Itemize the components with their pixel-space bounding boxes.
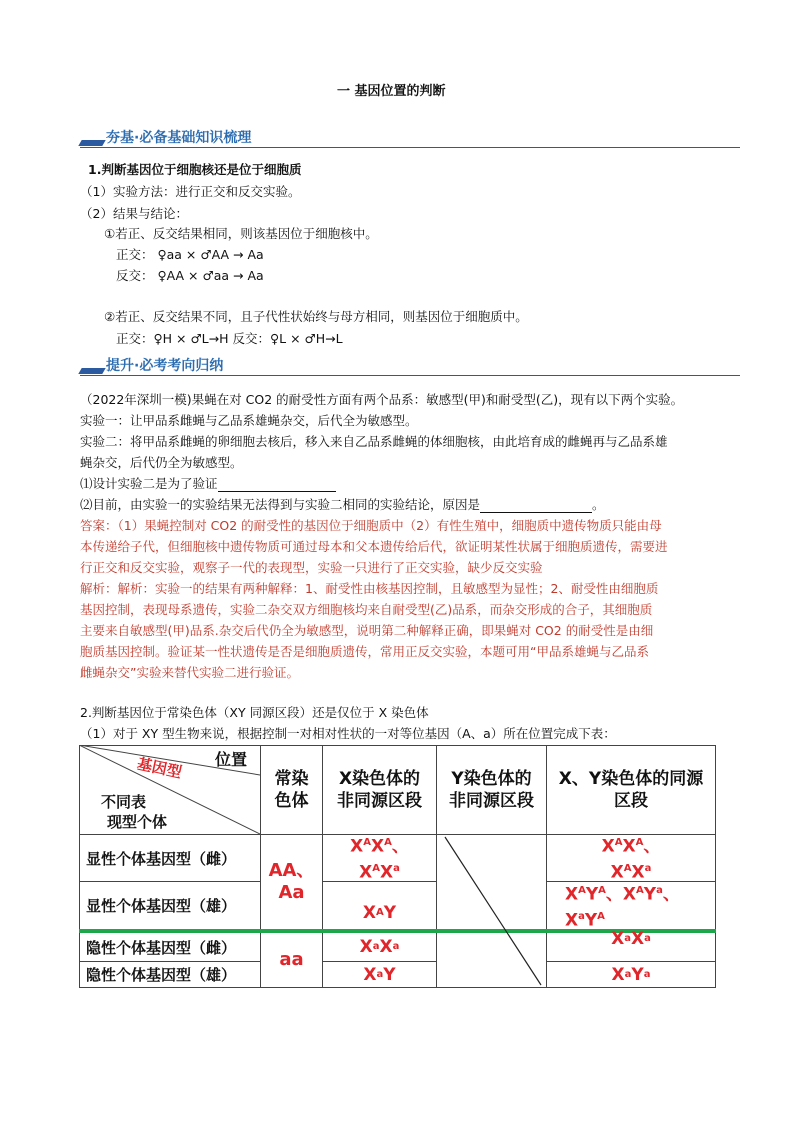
col-header-y-nonhomologous: Y染色体的 非同源区段 — [449, 769, 534, 811]
page-title: 一 基因位置的判断 — [337, 84, 446, 99]
explanation-line: 主要来自敏感型(甲)品系.杂交后代仍全为敏感型，说明第二种解释正确，即果蝇对 CO2 的耐受性是由细 — [80, 623, 654, 638]
s1-method: （1）实验方法：进行正交和反交实验。 — [80, 184, 301, 199]
section-header-foundation — [80, 126, 740, 148]
col-header-autosome: 常染 色体 — [274, 769, 309, 811]
col-header-xy-homologous: X、Y染色体的同源 区段 — [558, 769, 704, 811]
question-line: 蝇杂交，后代仍全为敏感型。 — [80, 455, 243, 470]
section-header-improve — [80, 354, 740, 376]
explanation-line: 胞质基因控制。验证某一性状遗传是否是细胞质遗传，常用正反交实验，本题可用“甲品系雄蝇与乙品系 — [80, 644, 649, 659]
row-label-dominant-male: 显性个体基因型（雄） — [86, 897, 237, 915]
question-line: 实验二：将甲品系雌蝇的卵细胞去核后，移入来自乙品系雌蝇的体细胞核，由此培育成的雌蝇再与乙品系雄 — [80, 434, 668, 449]
x-recessive-male-genotype: X a Y — [363, 964, 396, 985]
answer-blank[interactable] — [480, 512, 592, 513]
answer-line: 答案：（1）果蝇控制对 CO2 的耐受性的基因位于细胞质中（2）有性生殖中，细胞质中遗传物质只能由母 — [80, 518, 662, 533]
explanation-line: 基因控制，表现母系遗传，实验二杂交双方细胞核均来自耐受型(乙)品系，而杂交形成的合子，其细胞质 — [80, 602, 653, 617]
row-label-recessive-female: 隐性个体基因型（雌） — [86, 938, 237, 957]
section-title: 夯基·必备基础知识梳理 — [106, 130, 252, 146]
corner-genotype-label: 基因型 — [135, 754, 184, 782]
answer-line: 行正交和反交实验，观察子一代的表现型，实验一只进行了正交实验，缺少反交实验 — [80, 560, 543, 575]
x-recessive-female-genotype: X a X a — [359, 937, 400, 957]
question-line: （2022年深圳一模)果蝇在对 CO2 的耐受性方面有两个品系：敏感型(甲)和耐受型(乙)，现有以下两个实验。 — [80, 392, 684, 407]
row-label-recessive-male: 隐性个体基因型（雄） — [86, 966, 237, 984]
section-title: 提升·必考考向归纳 — [106, 358, 224, 374]
explanation-line: 解析：解析：实验一的结果有两种解释：1、耐受性由核基因控制，且敏感型为显性；2、耐受性由细胞质 — [80, 581, 659, 596]
s1-reverse-cross: 反交： ♀AA × ♂aa → Aa — [116, 268, 264, 283]
question-part2-end: 。 — [592, 497, 605, 512]
xy-dominant-male-genotype: $X^AY^A$、$X^AY^a$、 $X^aY^A$ — [565, 884, 680, 931]
s2-heading: 2.判断基因位于常染色体（XY 同源区段）还是仅位于 X 染色体 — [80, 705, 429, 720]
col-header-x-nonhomologous: X染色体的 非同源区段 — [337, 769, 422, 811]
s1-heading: 1.判断基因位于细胞核还是位于细胞质 — [88, 162, 302, 177]
answer-line: 本传递给子代，但细胞核中遗传物质可通过母本和父本遗传给后代，欲证明某性状属于细胞质遗传，需要进 — [80, 539, 668, 554]
xy-recessive-male-genotype: X a Y a — [611, 964, 651, 985]
question-part2 — [80, 495, 605, 513]
corner-phenotype-label: 现型个体 — [107, 813, 168, 831]
question-part1-text: ⑴设计实验二是为了验证 — [80, 476, 218, 491]
question-part1 — [80, 474, 336, 492]
x-dominant-female-genotype: $X^AX^A$、 $X^AX^a$ — [350, 837, 409, 883]
xy-dominant-female-genotype: $X^AX^A$、 $X^AX^a$ — [601, 837, 661, 883]
autosome-recessive-genotype: aa — [279, 949, 304, 970]
s1-result: （2）结果与结论： — [80, 206, 188, 221]
answer-blank[interactable] — [218, 491, 336, 492]
x-dominant-male-genotype: X A Y — [362, 902, 397, 923]
section-bar-icon — [78, 368, 105, 374]
section-underline — [80, 147, 740, 148]
corner-phenotype-label: 不同表 — [101, 793, 147, 811]
s1-case1: ①若正、反交结果相同，则该基因位于细胞核中。 — [104, 226, 378, 241]
autosome-dominant-genotype: AA、 Aa — [268, 860, 315, 903]
explanation-line: 雌蝇杂交”实验来替代实验二进行验证。 — [80, 665, 299, 680]
s1-cross2: 正交：♀H × ♂L→H 反交：♀L × ♂H→L — [116, 331, 343, 346]
section-bar-icon — [78, 140, 105, 146]
corner-position-label: 位置 — [215, 750, 248, 769]
question-part2-text: ⑵目前，由实验一的实验结果无法得到与实验二相同的实验结论，原因是 — [80, 497, 481, 512]
row-label-dominant-female: 显性个体基因型（雌） — [86, 849, 237, 868]
s1-forward-cross: 正交： ♀aa × ♂AA → Aa — [116, 247, 264, 262]
not-applicable-slash — [437, 835, 546, 987]
question-line: 实验一：让甲品系雌蝇与乙品系雄蝇杂交，后代全为敏感型。 — [80, 413, 418, 428]
genotype-table — [79, 745, 716, 988]
section-underline — [80, 375, 740, 376]
s2-description: （1）对于 XY 型生物来说，根据控制一对相对性状的一对等位基因（A、a）所在位置完成下表： — [80, 726, 616, 741]
xy-recessive-female-genotype: X a X a — [611, 929, 651, 949]
s1-case2: ②若正、反交结果不同，且子代性状始终与母方相同，则基因位于细胞质中。 — [104, 309, 528, 324]
